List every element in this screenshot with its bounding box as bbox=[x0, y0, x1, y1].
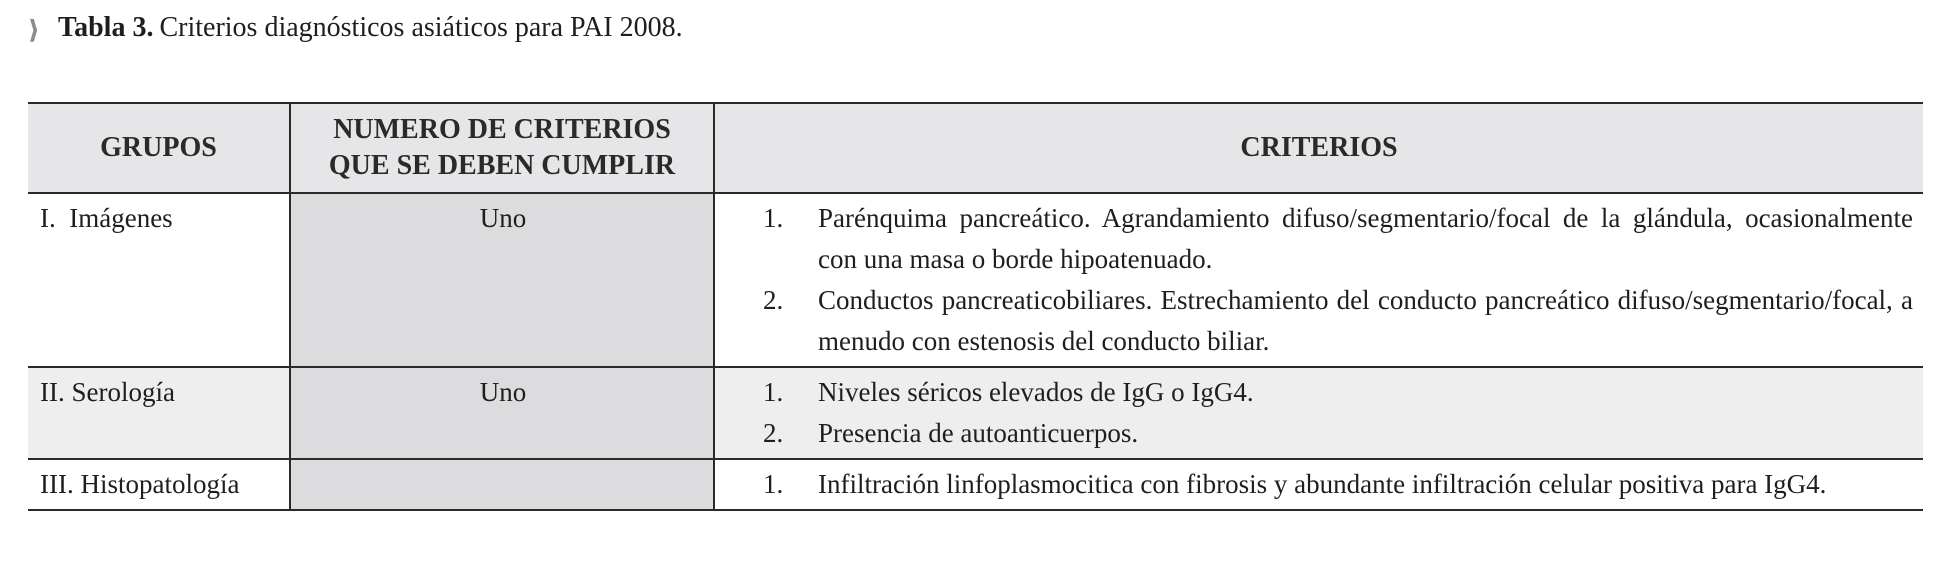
criterion-item: 2. Presencia de autoanticuerpos. bbox=[763, 418, 1139, 448]
header-number-of-criteria: NUMERO DE CRITERIOS QUE SE DEBEN CUMPLIR bbox=[290, 103, 714, 193]
criteria-cell bbox=[714, 193, 1923, 367]
caption-text: Criterios diagnósticos asiáticos para PAI 2008. bbox=[159, 12, 683, 43]
count-cell: Uno bbox=[290, 367, 714, 459]
criterion-item: 1. Niveles séricos elevados de IgG o IgG4. bbox=[763, 377, 1254, 407]
count-cell: Uno bbox=[290, 193, 714, 367]
criterion-item: 1. Infiltración linfoplasmocitica con fibrosis y abundante infiltración celular positiva para IgG4. bbox=[763, 469, 1827, 499]
caption-label: Tabla 3. bbox=[58, 12, 154, 43]
criteria-table bbox=[28, 102, 1923, 511]
caption-marker-icon: ❱ bbox=[28, 16, 40, 41]
header-criteria: CRITERIOS bbox=[714, 103, 1923, 193]
count-cell bbox=[290, 459, 714, 510]
criteria-cell bbox=[714, 459, 1923, 510]
table-row bbox=[28, 193, 1923, 367]
table-caption bbox=[28, 8, 683, 49]
table-header-row bbox=[28, 103, 1923, 193]
criterion-item: 2. Conductos pancreaticobiliares. Estrechamiento del conducto pancreático difuso/segmentario/focal, a menudo con estenosis del conducto biliar. bbox=[763, 285, 1913, 356]
criterion-item: 1. Parénquima pancreático. Agrandamiento difuso/segmentario/focal de la glándula, ocasionalmente con una masa o borde hipoatenuado. bbox=[763, 203, 1913, 274]
table-row bbox=[28, 367, 1923, 459]
group-cell: III. Histopatología bbox=[28, 459, 290, 510]
header-groups: GRUPOS bbox=[28, 103, 290, 193]
group-cell: II. Serología bbox=[28, 367, 290, 459]
criteria-cell bbox=[714, 367, 1923, 459]
group-cell: I. Imágenes bbox=[28, 193, 290, 367]
table-row bbox=[28, 459, 1923, 510]
